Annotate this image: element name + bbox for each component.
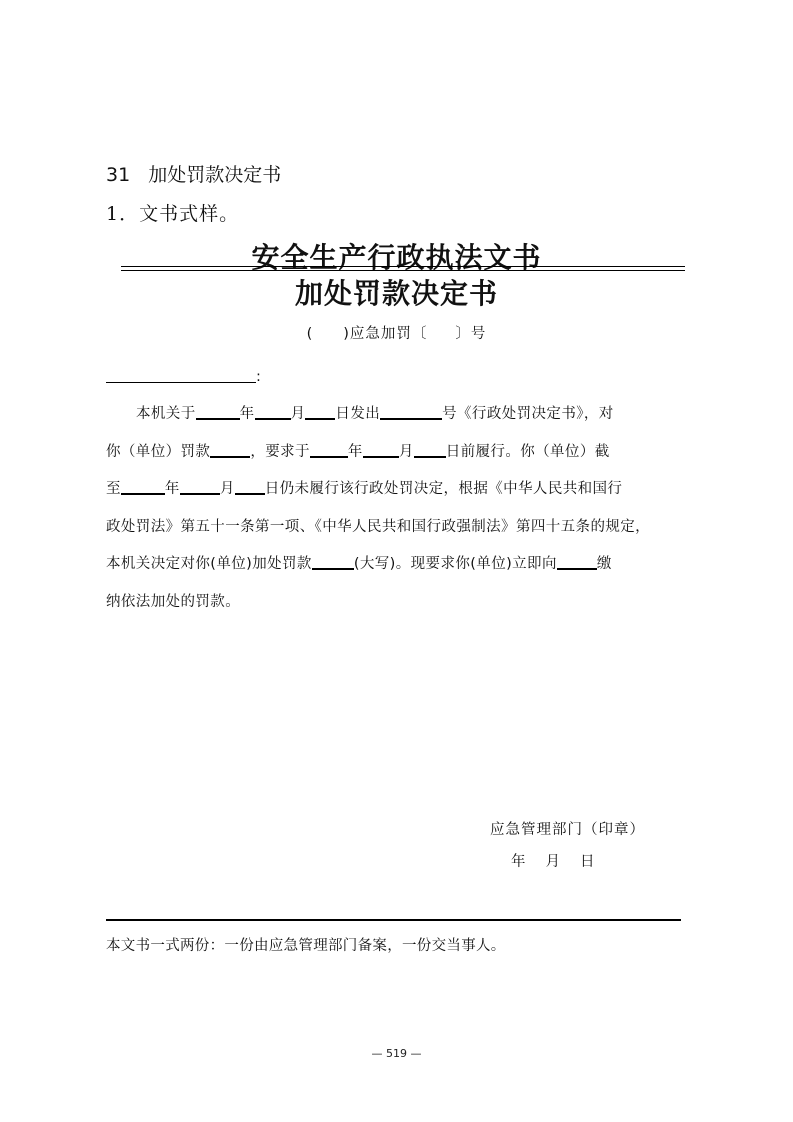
document-category-title: 安全生产行政执法文书 xyxy=(251,241,542,274)
doc-number-middle: )应急加罚〔 xyxy=(343,326,428,342)
sig-day: 日 xyxy=(580,854,595,870)
subtitle: 1．文书式样。 xyxy=(106,203,240,225)
body-line-5: 本机关决定对你(单位)加处罚款 (大写)。现要求你(单位)立即向 缴 xyxy=(106,546,686,584)
doc-number-open: ( xyxy=(306,326,314,342)
footnote-divider xyxy=(106,919,681,921)
addressee-line xyxy=(106,367,261,385)
document-number xyxy=(0,322,793,343)
footnote: 本文书一式两份：一份由应急管理部门备案，一份交当事人。 xyxy=(106,938,506,954)
sig-month: 月 xyxy=(545,854,560,870)
section-title: 加处罚款决定书 xyxy=(148,164,282,186)
signature-date xyxy=(511,850,615,871)
section-heading xyxy=(106,160,281,187)
title-rule-top xyxy=(121,266,685,267)
issuing-department: 应急管理部门（印章） xyxy=(490,822,645,838)
title-rule-bottom xyxy=(121,270,685,271)
body-line-6: 纳依法加处的罚款。 xyxy=(106,593,241,610)
document-title: 加处罚款决定书 xyxy=(294,277,498,310)
sig-year: 年 xyxy=(511,854,526,870)
addressee-blank xyxy=(106,367,256,383)
addressee-colon: : xyxy=(256,369,261,385)
page-number: — 519 — xyxy=(371,1047,422,1060)
doc-number-end: 〕号 xyxy=(455,326,487,342)
decision-body xyxy=(106,396,686,621)
body-line-2: 你（单位）罚款 ，要求于 年 月 日前履行。你（单位）截 xyxy=(106,434,686,472)
body-line-3: 至 年 月 日仍未履行该行政处罚决定，根据《中华人民共和国行 xyxy=(106,471,686,509)
body-line-1: 本机关于 年 月 日发出 号《行政处罚决定书》，对 xyxy=(106,396,686,434)
body-line-4: 政处罚法》第五十一条第一项、《中华人民共和国行政强制法》第四十五条的规定， xyxy=(106,518,651,535)
section-number: 31 xyxy=(106,164,131,186)
